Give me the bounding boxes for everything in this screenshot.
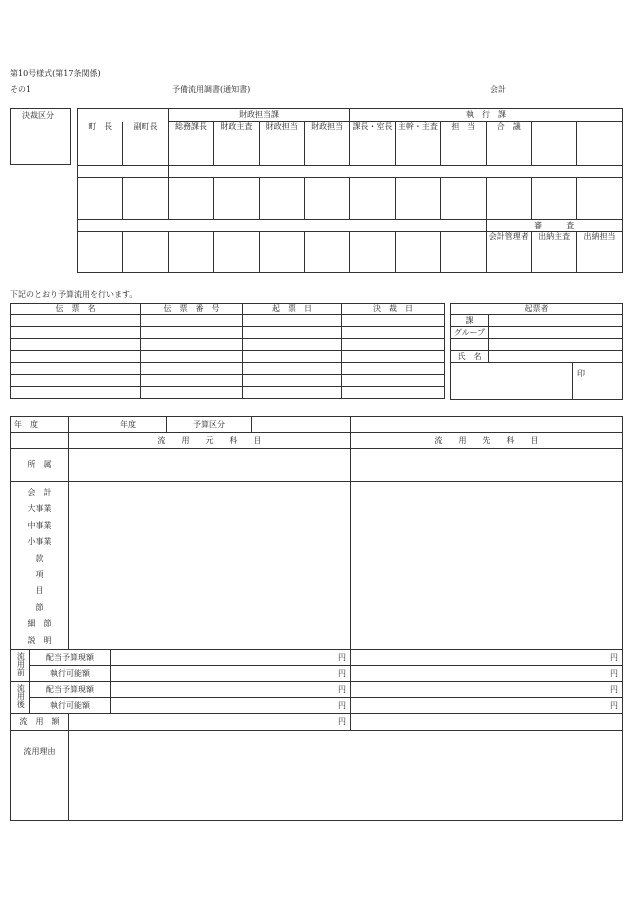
mae-haitou-to[interactable]: 円 (351, 650, 623, 666)
ato-shikkou-from[interactable]: 円 (111, 698, 351, 714)
seal-cell (395, 178, 440, 220)
to-kamoku-header: 流 用 先 科 目 (351, 433, 623, 449)
kessai-label: 決裁区分 (22, 111, 54, 120)
voucher-cell[interactable] (243, 351, 342, 363)
voucher-cell[interactable] (11, 327, 141, 339)
drafter-blank-value[interactable] (489, 339, 623, 351)
drafter-name-value[interactable] (489, 351, 623, 363)
ato-haitou-to[interactable]: 円 (351, 682, 623, 698)
voucher-cell[interactable] (243, 387, 342, 399)
col-aigi: 合 議 (486, 122, 531, 166)
from-shozoku[interactable] (69, 449, 351, 482)
seal-cell (441, 178, 486, 220)
ato-shikkou-to[interactable]: 円 (351, 698, 623, 714)
col-kaikei-kanrisha: 会計管理者 (486, 232, 531, 273)
col-tanto: 担 当 (441, 122, 486, 166)
voucher-cell[interactable] (11, 351, 141, 363)
col-fukuchocho: 副町長 (123, 122, 168, 166)
voucher-cell[interactable] (243, 315, 342, 327)
drafter-group-label: グループ (451, 327, 489, 339)
ato-label-text: 流用後 (16, 684, 26, 709)
kamoku-items (11, 482, 69, 650)
voucher-cell[interactable] (141, 351, 243, 363)
seal-cell (486, 178, 531, 220)
voucher-cell[interactable] (141, 387, 243, 399)
approval-blank (78, 109, 169, 122)
drafter-title: 起票者 (451, 304, 623, 315)
voucher-cell[interactable] (342, 387, 445, 399)
mae-shikkou-to[interactable]: 円 (351, 666, 623, 682)
voucher-header-kessai: 決 裁 日 (342, 304, 445, 315)
nendo-label: 年 度 (11, 417, 69, 433)
voucher-table (10, 303, 445, 399)
approval-row-blank (78, 220, 487, 232)
ryuyo-gaku-value[interactable]: 円 (69, 714, 351, 731)
drafter-ka-label: 課 (451, 315, 489, 327)
seal-cell (168, 232, 213, 273)
voucher-cell[interactable] (342, 339, 445, 351)
item-sho-jigyo: 小事業 (27, 537, 52, 547)
col-blank-2 (577, 122, 622, 166)
seal-cell (350, 232, 395, 273)
voucher-cell[interactable] (342, 327, 445, 339)
drafter-table (450, 303, 623, 400)
shikkou-header: 執 行 課 (350, 109, 622, 122)
item-dai-jigyo: 大事業 (27, 504, 52, 514)
notice-text: 下記のとおり予算流用を行います。 (10, 290, 138, 299)
col-soumu-kacho: 総務課長 (168, 122, 213, 166)
item-kou: 項 (35, 570, 44, 580)
col-suitou-shusa: 出納主査 (531, 232, 576, 273)
mae-shikkou-label: 執行可能額 (30, 666, 111, 682)
ato-haitou-label: 配当予算現額 (30, 682, 111, 698)
col-chocho: 町 長 (78, 122, 123, 166)
drafter-seal: 印 (573, 363, 623, 400)
seal-cell (350, 178, 395, 220)
voucher-cell[interactable] (243, 363, 342, 375)
seal-cell (123, 178, 168, 220)
approval-table (77, 108, 623, 273)
voucher-cell[interactable] (141, 339, 243, 351)
ato-label (11, 682, 30, 714)
riyu-label: 流用理由 (11, 731, 69, 821)
from-kamoku-detail[interactable] (69, 482, 351, 650)
voucher-cell[interactable] (11, 387, 141, 399)
yosan-kubun-label: 予算区分 (167, 417, 252, 433)
voucher-cell[interactable] (342, 351, 445, 363)
drafter-ka-value[interactable] (489, 315, 623, 327)
col-zaisei-shusa: 財政主査 (214, 122, 259, 166)
item-moku: 目 (35, 586, 44, 596)
ryuyo-gaku-label: 流 用 額 (11, 714, 69, 731)
seal-cell (395, 232, 440, 273)
budget-table (10, 416, 623, 821)
approval-row-blank (168, 166, 622, 178)
seal-cell (259, 232, 304, 273)
voucher-cell[interactable] (141, 315, 243, 327)
form-dept: 会計 (490, 85, 506, 94)
shozoku-label: 所 属 (11, 449, 69, 482)
from-kamoku-header: 流 用 元 科 目 (69, 433, 351, 449)
item-setsumei: 説 明 (27, 635, 52, 645)
col-shukan: 主幹・主査 (395, 122, 440, 166)
approval-row-blank (78, 166, 169, 178)
seal-cell (304, 178, 349, 220)
voucher-cell[interactable] (243, 327, 342, 339)
col-blank-1 (531, 122, 576, 166)
col-kacho: 課長・室長 (350, 122, 395, 166)
mae-label (11, 650, 30, 682)
kessai-box (10, 108, 71, 165)
seal-cell (123, 232, 168, 273)
drafter-group-value[interactable] (489, 327, 623, 339)
voucher-cell[interactable] (11, 339, 141, 351)
ato-haitou-from[interactable]: 円 (111, 682, 351, 698)
voucher-header-name: 伝 票 名 (11, 304, 141, 315)
nendo-value[interactable]: 年度 (69, 417, 167, 433)
item-setsu: 節 (35, 602, 44, 612)
voucher-cell[interactable] (342, 375, 445, 387)
shinsa-header: 審 査 (486, 220, 622, 232)
form-number: 第10号様式(第17条関係) (10, 69, 101, 78)
col-zaisei-tanto-1: 財政担当 (259, 122, 304, 166)
voucher-cell[interactable] (11, 363, 141, 375)
mae-label-text: 流用前 (16, 652, 26, 677)
item-kaikei: 会 計 (27, 488, 52, 497)
form-sub-number: その1 (10, 85, 32, 94)
voucher-cell[interactable] (342, 315, 445, 327)
drafter-blank (451, 339, 489, 351)
nendo-row-blank (351, 417, 623, 433)
ryuyo-gaku-blank (351, 714, 623, 731)
voucher-cell[interactable] (141, 327, 243, 339)
kamoku-blank (11, 433, 69, 449)
voucher-cell[interactable] (141, 363, 243, 375)
seal-cell (577, 178, 622, 220)
voucher-cell[interactable] (342, 363, 445, 375)
voucher-header-number: 伝 票 番 号 (141, 304, 243, 315)
col-zaisei-tanto-2: 財政担当 (304, 122, 349, 166)
item-saisetsu: 細 節 (27, 619, 52, 629)
drafter-signature-area[interactable] (451, 363, 573, 400)
voucher-cell[interactable] (11, 375, 141, 387)
voucher-cell[interactable] (243, 339, 342, 351)
mae-haitou-from[interactable]: 円 (111, 650, 351, 666)
voucher-cell[interactable] (11, 315, 141, 327)
col-suitou-tanto: 出納担当 (577, 232, 622, 273)
seal-cell (304, 232, 349, 273)
mae-shikkou-from[interactable]: 円 (111, 666, 351, 682)
voucher-cell[interactable] (141, 375, 243, 387)
to-kamoku-detail[interactable] (351, 482, 623, 650)
seal-cell (531, 178, 576, 220)
seal-cell (78, 178, 123, 220)
ato-shikkou-label: 執行可能額 (30, 698, 111, 714)
voucher-header-kihyo: 起 票 日 (243, 304, 342, 315)
zaisei-header: 財政担当課 (168, 109, 350, 122)
voucher-cell[interactable] (243, 375, 342, 387)
to-shozoku[interactable] (351, 449, 623, 482)
mae-haitou-label: 配当予算現額 (30, 650, 111, 666)
seal-cell (168, 178, 213, 220)
seal-cell (259, 178, 304, 220)
yosan-kubun-value[interactable] (252, 417, 351, 433)
item-kan: 款 (35, 553, 44, 563)
seal-cell (214, 178, 259, 220)
seal-cell (214, 232, 259, 273)
form-title: 予備流用調書(通知書) (172, 85, 251, 94)
seal-cell (441, 232, 486, 273)
drafter-name-label: 氏 名 (451, 351, 489, 363)
riyu-value[interactable] (69, 731, 623, 821)
seal-cell (78, 232, 123, 273)
item-chu-jigyo: 中事業 (27, 520, 52, 530)
